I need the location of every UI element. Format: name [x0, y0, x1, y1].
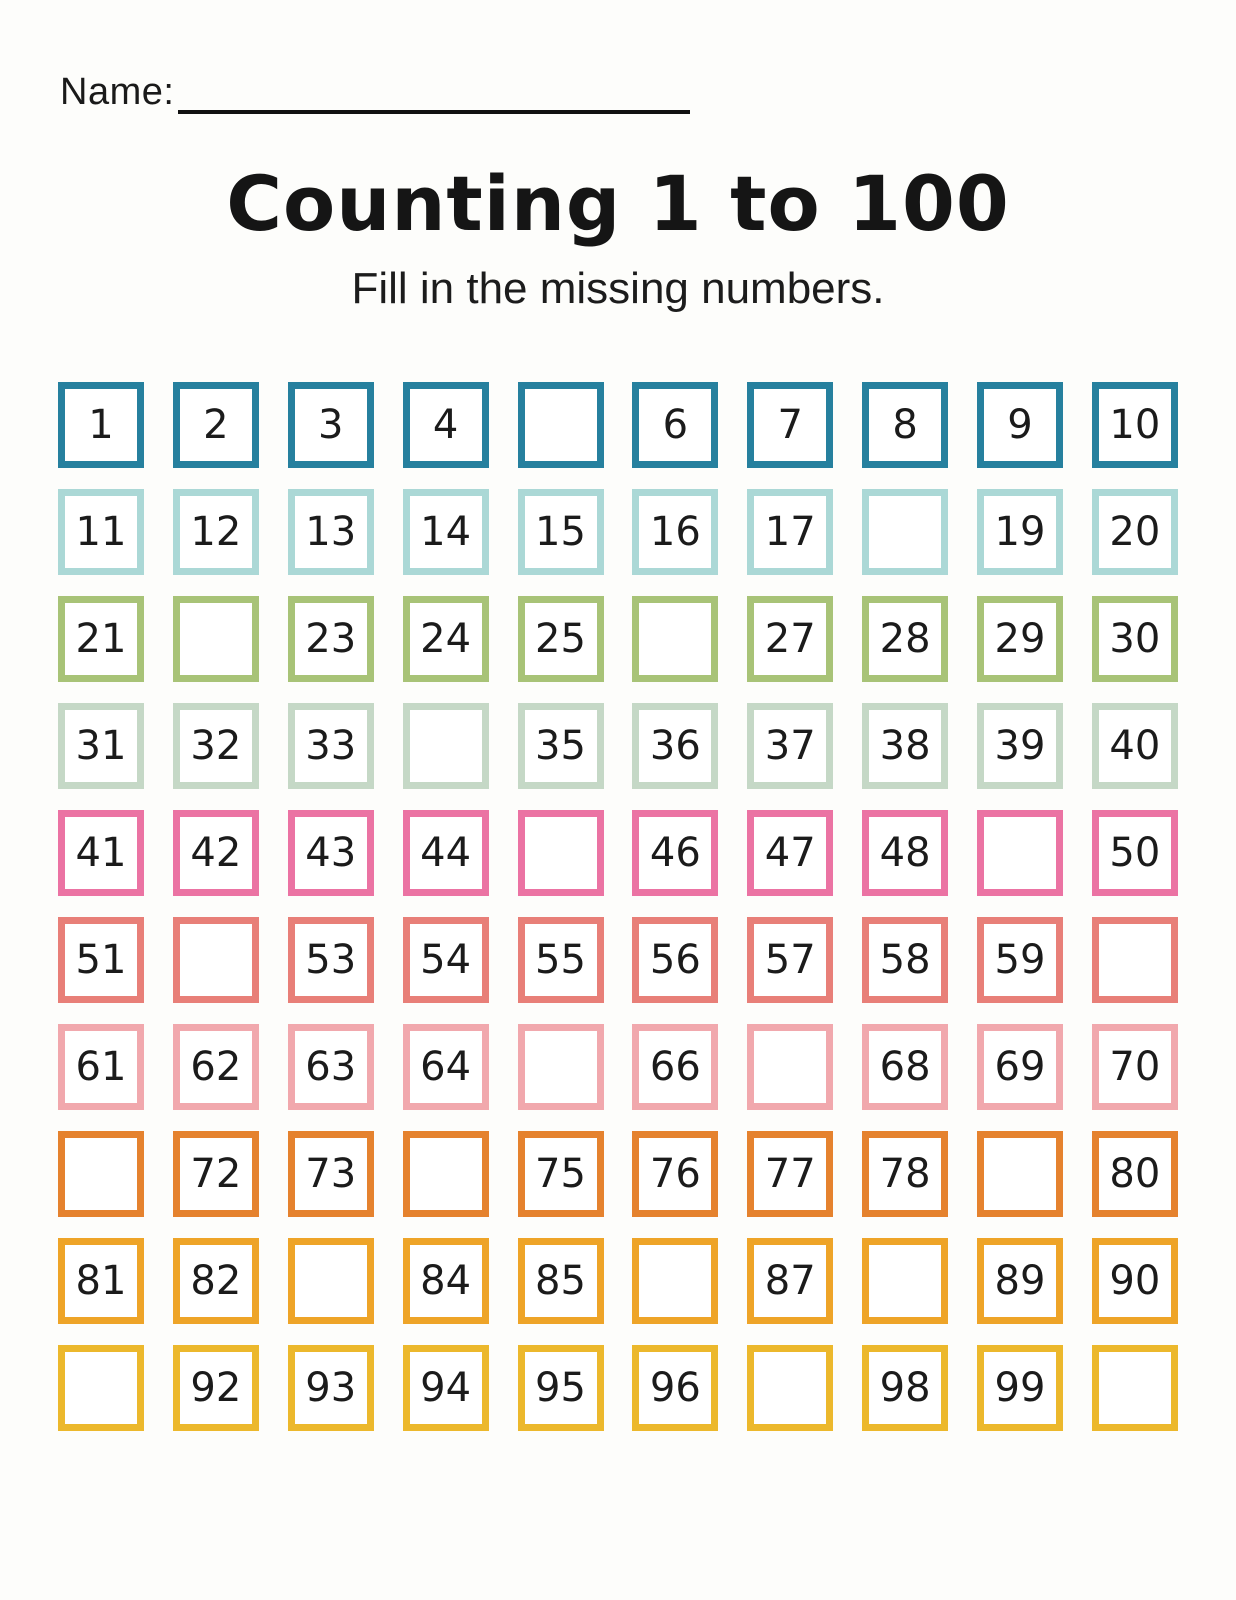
number-cell: 30 [1092, 596, 1178, 682]
number-cell: 82 [173, 1238, 259, 1324]
number-cell: 4 [403, 382, 489, 468]
missing-number-cell[interactable] [1092, 1345, 1178, 1431]
number-cell: 7 [747, 382, 833, 468]
number-cell: 72 [173, 1131, 259, 1217]
number-cell: 50 [1092, 810, 1178, 896]
grid-row-2 [58, 489, 1178, 575]
number-cell: 31 [58, 703, 144, 789]
number-cell: 32 [173, 703, 259, 789]
number-cell: 6 [632, 382, 718, 468]
grid-row-8 [58, 1131, 1178, 1217]
number-cell: 21 [58, 596, 144, 682]
number-cell: 78 [862, 1131, 948, 1217]
number-cell: 90 [1092, 1238, 1178, 1324]
missing-number-cell[interactable] [747, 1024, 833, 1110]
number-cell: 89 [977, 1238, 1063, 1324]
number-cell: 69 [977, 1024, 1063, 1110]
number-cell: 23 [288, 596, 374, 682]
number-cell: 37 [747, 703, 833, 789]
number-cell: 55 [518, 917, 604, 1003]
number-cell: 17 [747, 489, 833, 575]
page-subtitle: Fill in the missing numbers. [351, 264, 885, 314]
missing-number-cell[interactable] [173, 596, 259, 682]
grid-row-10 [58, 1345, 1178, 1431]
number-cell: 77 [747, 1131, 833, 1217]
number-cell: 53 [288, 917, 374, 1003]
grid-row-1 [58, 382, 1178, 468]
number-cell: 8 [862, 382, 948, 468]
number-cell: 54 [403, 917, 489, 1003]
grid-row-4 [58, 703, 1178, 789]
number-cell: 24 [403, 596, 489, 682]
missing-number-cell[interactable] [1092, 917, 1178, 1003]
number-cell: 93 [288, 1345, 374, 1431]
number-cell: 29 [977, 596, 1063, 682]
number-cell: 75 [518, 1131, 604, 1217]
number-cell: 92 [173, 1345, 259, 1431]
number-cell: 59 [977, 917, 1063, 1003]
number-cell: 42 [173, 810, 259, 896]
number-cell: 36 [632, 703, 718, 789]
number-cell: 28 [862, 596, 948, 682]
number-cell: 95 [518, 1345, 604, 1431]
number-cell: 64 [403, 1024, 489, 1110]
missing-number-cell[interactable] [58, 1345, 144, 1431]
number-cell: 20 [1092, 489, 1178, 575]
number-cell: 35 [518, 703, 604, 789]
missing-number-cell[interactable] [862, 1238, 948, 1324]
number-cell: 62 [173, 1024, 259, 1110]
grid-row-9 [58, 1238, 1178, 1324]
missing-number-cell[interactable] [288, 1238, 374, 1324]
number-cell: 3 [288, 382, 374, 468]
number-cell: 38 [862, 703, 948, 789]
number-cell: 43 [288, 810, 374, 896]
grid-row-7 [58, 1024, 1178, 1110]
missing-number-cell[interactable] [58, 1131, 144, 1217]
name-input-line[interactable] [178, 72, 690, 114]
number-cell: 16 [632, 489, 718, 575]
number-cell: 48 [862, 810, 948, 896]
missing-number-cell[interactable] [173, 917, 259, 1003]
number-cell: 70 [1092, 1024, 1178, 1110]
number-grid [58, 382, 1178, 1431]
number-cell: 41 [58, 810, 144, 896]
number-cell: 11 [58, 489, 144, 575]
number-cell: 61 [58, 1024, 144, 1110]
number-cell: 68 [862, 1024, 948, 1110]
name-label: Name: [60, 71, 175, 114]
number-cell: 98 [862, 1345, 948, 1431]
number-cell: 47 [747, 810, 833, 896]
missing-number-cell[interactable] [632, 596, 718, 682]
number-cell: 56 [632, 917, 718, 1003]
number-cell: 87 [747, 1238, 833, 1324]
missing-number-cell[interactable] [632, 1238, 718, 1324]
number-cell: 12 [173, 489, 259, 575]
number-cell: 51 [58, 917, 144, 1003]
missing-number-cell[interactable] [403, 703, 489, 789]
number-cell: 27 [747, 596, 833, 682]
grid-row-5 [58, 810, 1178, 896]
number-cell: 46 [632, 810, 718, 896]
grid-row-6 [58, 917, 1178, 1003]
missing-number-cell[interactable] [862, 489, 948, 575]
number-cell: 14 [403, 489, 489, 575]
missing-number-cell[interactable] [518, 810, 604, 896]
missing-number-cell[interactable] [403, 1131, 489, 1217]
grid-row-3 [58, 596, 1178, 682]
number-cell: 85 [518, 1238, 604, 1324]
number-cell: 76 [632, 1131, 718, 1217]
number-cell: 96 [632, 1345, 718, 1431]
page-title: Counting 1 to 100 [226, 159, 1010, 248]
number-cell: 1 [58, 382, 144, 468]
number-cell: 10 [1092, 382, 1178, 468]
missing-number-cell[interactable] [518, 382, 604, 468]
number-cell: 25 [518, 596, 604, 682]
number-cell: 80 [1092, 1131, 1178, 1217]
number-cell: 13 [288, 489, 374, 575]
number-cell: 66 [632, 1024, 718, 1110]
number-cell: 73 [288, 1131, 374, 1217]
missing-number-cell[interactable] [977, 810, 1063, 896]
number-cell: 33 [288, 703, 374, 789]
number-cell: 94 [403, 1345, 489, 1431]
number-cell: 9 [977, 382, 1063, 468]
number-cell: 57 [747, 917, 833, 1003]
number-cell: 2 [173, 382, 259, 468]
number-cell: 19 [977, 489, 1063, 575]
number-cell: 40 [1092, 703, 1178, 789]
number-cell: 44 [403, 810, 489, 896]
missing-number-cell[interactable] [518, 1024, 604, 1110]
number-cell: 15 [518, 489, 604, 575]
missing-number-cell[interactable] [747, 1345, 833, 1431]
name-row [0, 0, 1236, 114]
number-cell: 63 [288, 1024, 374, 1110]
number-cell: 84 [403, 1238, 489, 1324]
number-cell: 39 [977, 703, 1063, 789]
number-cell: 58 [862, 917, 948, 1003]
missing-number-cell[interactable] [977, 1131, 1063, 1217]
number-cell: 99 [977, 1345, 1063, 1431]
number-cell: 81 [58, 1238, 144, 1324]
